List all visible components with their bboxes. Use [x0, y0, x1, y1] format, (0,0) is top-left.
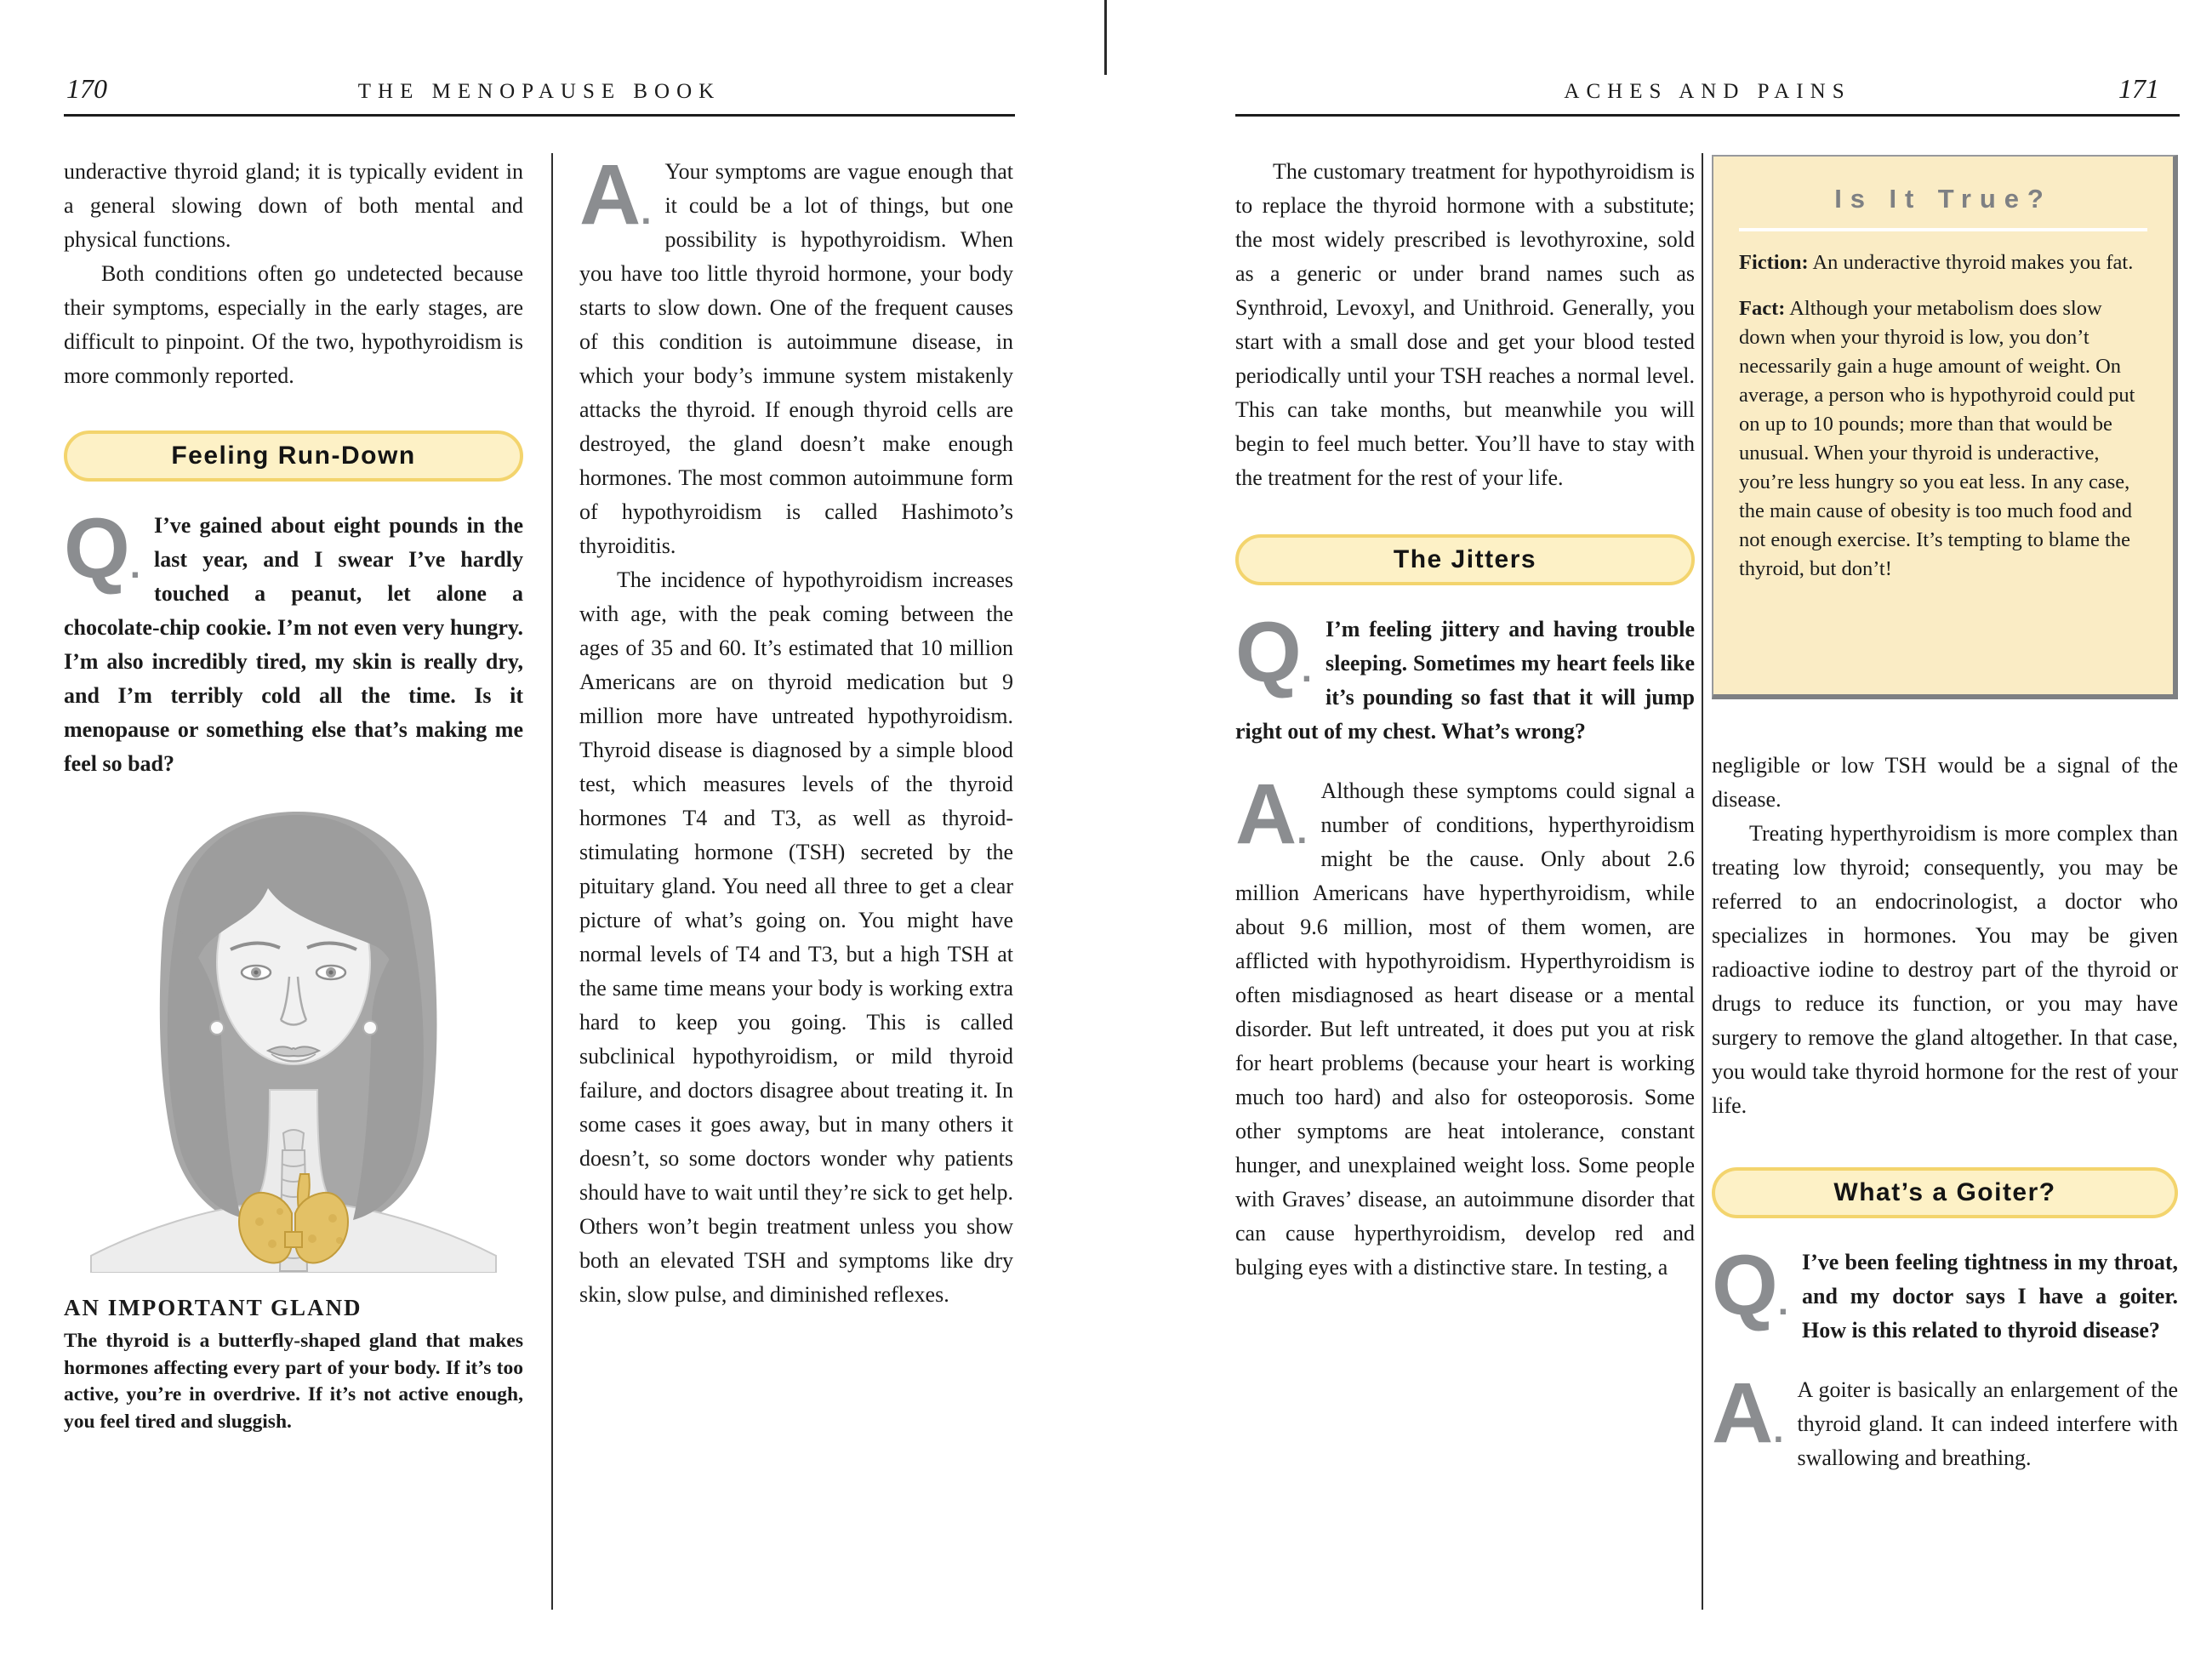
section-pill-label: The Jitters [1393, 545, 1537, 573]
answer-paragraph: A. A goiter is basically an enlargement of the thyroid gland. It can indeed interfere with swallowing and breathing. [1712, 1365, 2178, 1470]
spine-mark [1104, 0, 1107, 75]
sidebar-title: Is It True? [1834, 184, 2052, 214]
question-paragraph: Q. I’ve been feeling tightness in my throat, and my doctor says I have a goiter. How is this related to thyroid disease? [1712, 1238, 2178, 1343]
fiction-label: Fiction: [1739, 251, 1809, 274]
thyroid-illustration [89, 796, 498, 1273]
paragraph: The customary treatment for hypothyroidism is to replace the thyroid hormone with a substitute; the most widely prescribed is levothyroxine, sold as a generic or under brand names such as Synthroid, Levoxyl, and Unithroid. Generally, you start with a small dose and get your blood tested periodically until your TSH reaches a normal level. This can take months, but meanwhile you will begin to feel much better. You’ll have to stay with the treatment for the rest of your life. [1235, 159, 1695, 490]
page170-column1 [64, 155, 523, 1435]
sidebar-fact: Fact: Although your metabolism does slow down when your thyroid is low, you don’t necessarily gain a huge amount of weight. On average, a person who is hypothyroid could put on up to 10 pounds; more than that would be unusual. When your thyroid is underactive, you’re less hungry so you eat less. In any case, the main cause of obesity is too much food and not enough exercise. It’s tempting to blame the thyroid, but don’t! [1739, 297, 2135, 580]
question-paragraph: Q. I’ve gained about eight pounds in the last year, and I swear I’ve hardly touched a peanut, let alone a chocolate-chip cookie. I’m not even very hungry. I’m also incredibly tired, my skin is really dry, and I’m terribly cold all the time. Is it menopause or something else that’s making me feel so bad? [64, 501, 523, 776]
section-pill-the-jitters [1235, 534, 1695, 585]
answer-dropcap: A. [579, 147, 652, 242]
page171-column2 [1712, 155, 2178, 1475]
is-it-true-sidebar [1712, 155, 2178, 699]
answer-paragraph: A. Your symptoms are vague enough that it could be a lot of things, but one possibility is hypothyroidism. When you have too little thyroid hormone, your body starts to slow down. One of the frequent causes of this condition is autoimmune disease, in which your body’s immune system mistakenly attacks the thyroid. If enough thyroid cells are destroyed, the gland doesn’t make enough hormones. The most common autoimmune form of hypothyroidism is called Hashimoto’s thyroiditis. [579, 147, 1013, 558]
question-paragraph: Q. I’m feeling jittery and having trouble sleeping. Sometimes my heart feels like it’s pounding so fast that it will jump right out of my chest. What’s wrong? [1235, 605, 1695, 744]
answer-paragraph: A. Although these symptoms could signal a number of conditions, hyperthyroidism might be the cause. Only about 2.6 million Americans have hyperthyroidism, while about 9.6 million, most of them women, are afflicted with hypothyroidism. Hyperthyroidism is often misdiagnosed as heart disease or a mental disorder. But left untreated, it does put you at risk for heart problems (because your heart is working much too hard) and also for osteoporosis. Some other symptoms are heat intolerance, constant hunger, and unexplained weight loss. Some people with Graves’ disease, an autoimmune disorder that can cause hyperthyroidism, develop red and bulging eyes with a distinctive stare. In testing, a [1235, 767, 1695, 1280]
figure-caption-title: AN IMPORTANT GLAND [64, 1295, 362, 1320]
section-pill-whats-a-goiter [1712, 1167, 2178, 1218]
figure-caption-body: The thyroid is a butterfly-shaped gland that makes hormones affecting every part of your body. If it’s too active, you’re in overdrive. If it’s not active enough, you feel tired and sluggish. [64, 1330, 523, 1433]
question-dropcap: Q. [1235, 605, 1313, 700]
right-page-number: 171 [2118, 73, 2159, 104]
right-running-head: ACHES AND PAINS [1564, 80, 1851, 103]
question-dropcap: Q. [1712, 1238, 1789, 1333]
question-dropcap: Q. [64, 501, 141, 596]
right-header-rule [1235, 114, 2180, 117]
sidebar-title-rule [1739, 228, 2147, 231]
answer-paragraph: The incidence of hypothyroidism increases with age, with the peak coming between the ages of 35 and 60. It’s estimated that 10 million Americans are on thyroid medication but 9 million more have untreated hypothyroidism. Thyroid disease is diagnosed by a simple blood test, which measures levels of the thyroid hormones T4 and T3, as well as thyroid-stimulating hormone (TSH) secreted by the pituitary gland. You need all three to get a clear picture of what’s going on. You might have normal levels of T4 and T3, but a high TSH at the same time means your body is working extra hard to keep you going. This is called subclinical hypothyroidism, or mild thyroid failure, and doctors disagree about treating it. In some cases it goes away, but in many others it doesn’t, so some doctors wonder why patients should have to wait until they’re sick to get help. Others won’t begin treatment unless you show both an elevated TSH and symptoms like dry skin, slow pulse, and diminished reflexes. [579, 567, 1013, 1307]
section-pill-feeling-run-down [64, 430, 523, 482]
section-pill-label: Feeling Run-Down [171, 442, 416, 470]
paragraph: negligible or low TSH would be a signal of the disease. [1712, 753, 2178, 812]
answer-dropcap: A. [1235, 767, 1308, 862]
paragraph: Treating hyperthyroidism is more complex than treating low thyroid; consequently, you may be referred to an endocrinologist, a doctor who specializes in hormones. You may be given radioactive iodine to destroy part of the thyroid or drugs to reduce its function, or you may have surgery to remove the gland altogether. In that case, you would take thyroid hormone for the rest of your life. [1712, 821, 2178, 1118]
sidebar-fiction: Fiction: An underactive thyroid makes you fat. [1739, 251, 2134, 274]
page171-column1 [1235, 155, 1695, 1285]
left-header-rule [64, 114, 1015, 117]
left-page-number: 170 [66, 73, 107, 104]
paragraph: underactive thyroid gland; it is typically evident in a general slowing down of both mental and physical functions. [64, 159, 523, 252]
fact-label: Fact: [1739, 297, 1786, 320]
answer-dropcap: A. [1712, 1365, 1784, 1461]
page170-column2 [579, 147, 1013, 1312]
left-column-divider [551, 153, 553, 1610]
left-running-head: THE MENOPAUSE BOOK [357, 80, 721, 103]
paragraph: Both conditions often go undetected because their symptoms, especially in the early stages, are difficult to pinpoint. Of the two, hypothyroidism is more commonly reported. [64, 261, 523, 388]
right-column-divider [1702, 153, 1703, 1610]
section-pill-label: What’s a Goiter? [1833, 1178, 2056, 1206]
